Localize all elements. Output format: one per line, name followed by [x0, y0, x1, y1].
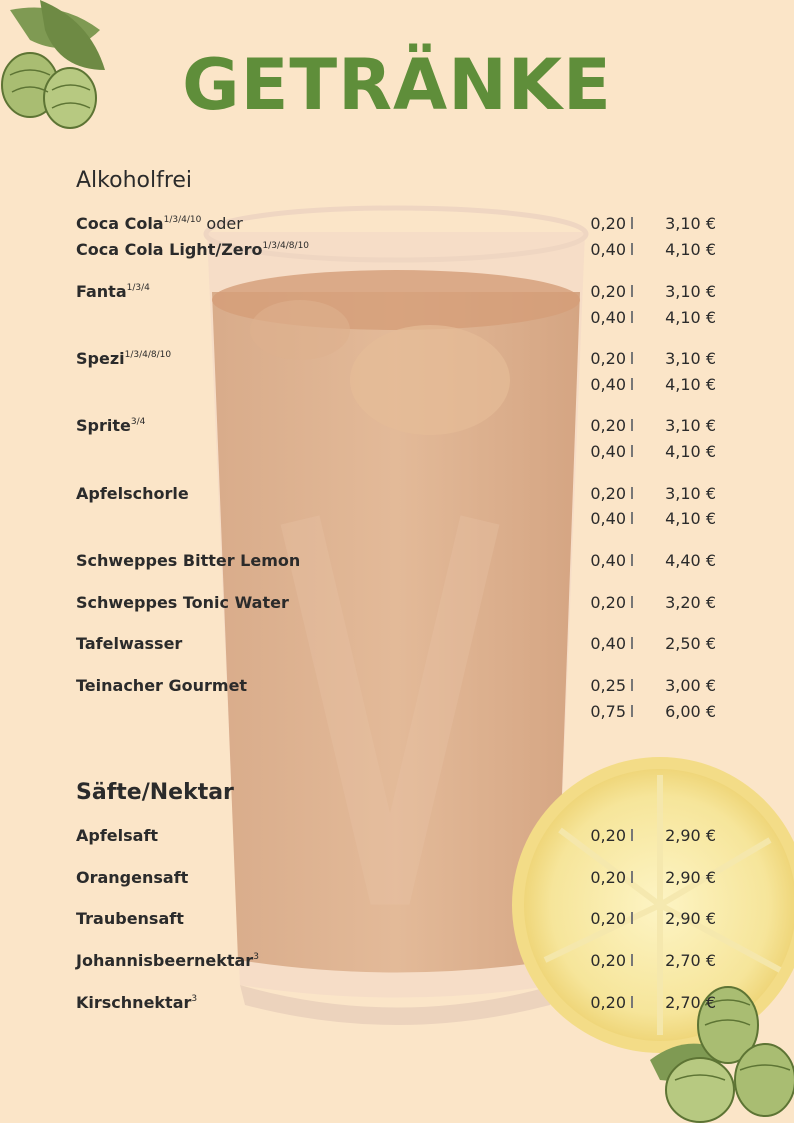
- menu-item-volume: 0,40: [578, 442, 633, 462]
- menu-item-price: 2,90 €: [665, 868, 716, 887]
- menu-item-name: Apfelsaft: [76, 826, 159, 845]
- menu-item-price: 3,10 €: [665, 282, 716, 301]
- menu-item-price: 2,90 €: [665, 909, 716, 928]
- menu-item-volume: 0,40: [578, 551, 633, 571]
- menu-item-price: 3,20 €: [665, 593, 716, 612]
- menu-item-volume: 0,40: [578, 240, 633, 260]
- menu-item-volume: 0,40: [578, 634, 633, 654]
- section-title-alkoholfrei: Alkoholfrei: [76, 168, 193, 193]
- section-title-saefte: Säfte/Nektar: [76, 780, 234, 805]
- menu-item-name: Spezi$^{1/3/4/8/10}$: [76, 349, 172, 368]
- menu-item-name: Coca Cola Light/Zero$^{1/3/4/8/10}$: [76, 240, 310, 259]
- menu-item-name: Traubensaft: [76, 909, 184, 928]
- menu-item-volume: 0,20: [578, 951, 633, 971]
- menu-item-price: 4,10 €: [665, 240, 716, 259]
- menu-item-name: Fanta$^{1/3/4}$: [76, 282, 150, 301]
- menu-item-name: Tafelwasser: [76, 634, 183, 653]
- menu-item-name: Johannisbeernektar$^3$: [76, 951, 259, 970]
- menu-item-price: 2,90 €: [665, 826, 716, 845]
- menu-item-name: Apfelschorle: [76, 484, 189, 503]
- menu-item-name: Teinacher Gourmet: [76, 676, 248, 695]
- menu-item-volume: 0,20: [578, 909, 633, 929]
- menu-item-price: 2,70 €: [665, 993, 716, 1012]
- menu-item-volume: 0,40: [578, 375, 633, 395]
- menu-item-volume: 0,20: [578, 993, 633, 1013]
- menu-item-price: 4,40 €: [665, 551, 716, 570]
- menu-item-price: 6,00 €: [665, 702, 716, 721]
- menu-item-name: Kirschnektar$^3$: [76, 993, 198, 1012]
- menu-item-name: Schweppes Tonic Water: [76, 593, 289, 612]
- menu-item-price: 3,00 €: [665, 676, 716, 695]
- menu-item-volume: 0,20: [578, 214, 633, 234]
- menu-item-name: Sprite$^{3/4}$: [76, 416, 146, 435]
- menu-item-volume: 0,20: [578, 282, 633, 302]
- menu-item-price: 2,50 €: [665, 634, 716, 653]
- menu-item-price: 3,10 €: [665, 484, 716, 503]
- menu-item-name: Schweppes Bitter Lemon: [76, 551, 301, 570]
- menu-item-volume: 0,40: [578, 308, 633, 328]
- menu-item-price: 4,10 €: [665, 509, 716, 528]
- menu-item-price: 4,10 €: [665, 442, 716, 461]
- menu-item-name: Coca Cola$^{1/3/4/10}$ oder: [76, 214, 243, 233]
- menu-item-volume: 0,20: [578, 868, 633, 888]
- menu-item-volume: 0,20: [578, 593, 633, 613]
- menu-item-volume: 0,20: [578, 349, 633, 369]
- menu-item-volume: 0,75: [578, 702, 633, 722]
- menu-item-volume: 0,25: [578, 676, 633, 696]
- menu-item-price: 4,10 €: [665, 375, 716, 394]
- menu-item-volume: 0,40: [578, 509, 633, 529]
- menu-item-name: Orangensaft: [76, 868, 189, 887]
- menu-item-price: 3,10 €: [665, 416, 716, 435]
- menu-item-price: 2,70 €: [665, 951, 716, 970]
- menu-item-volume: 0,20: [578, 416, 633, 436]
- menu-item-price: 3,10 €: [665, 349, 716, 368]
- menu-item-volume: 0,20: [578, 484, 633, 504]
- menu-item-price: 4,10 €: [665, 308, 716, 327]
- menu-item-volume: 0,20: [578, 826, 633, 846]
- page-title: GETRÄNKE: [182, 44, 612, 126]
- menu-item-price: 3,10 €: [665, 214, 716, 233]
